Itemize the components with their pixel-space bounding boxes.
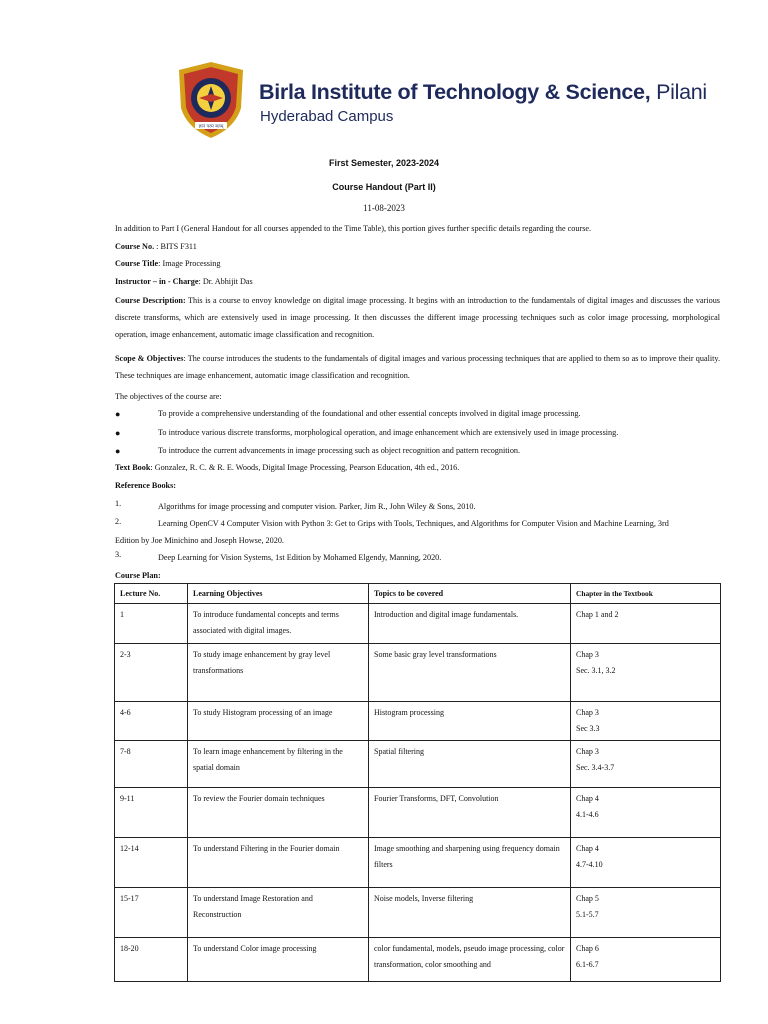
textbook: Text Book: Gonzalez, R. C. & R. E. Woods, Digital Image Processing, Pearson Education, 4th ed., 2016. [115, 463, 460, 472]
topic-cell: Fourier Transforms, DFT, Convolution [369, 788, 571, 838]
topic-cell: color fundamental, models, pseudo image processing, color transformation, color smoothing and [369, 938, 571, 982]
lecture-cell: 12-14 [115, 838, 188, 888]
topic-cell: Image smoothing and sharpening using frequency domain filters [369, 838, 571, 888]
campus-name: Hyderabad Campus [260, 108, 394, 125]
table-row [115, 644, 721, 702]
table-row [115, 741, 721, 788]
table-row [115, 888, 721, 938]
objective-cell: To understand Image Restoration and Reconstruction [188, 888, 369, 938]
handout-date: 11-08-2023 [363, 203, 405, 213]
objective-cell: To study image enhancement by gray level transformations [188, 644, 369, 702]
lecture-cell: 15-17 [115, 888, 188, 938]
table-row [115, 604, 721, 644]
objectives-intro: The objectives of the course are: [115, 392, 222, 401]
topic-cell: Introduction and digital image fundamentals. [369, 604, 571, 644]
col-header-objectives: Learning Objectives [188, 584, 369, 604]
intro-text: In addition to Part I (General Handout for all courses appended to the Time Table), this portion gives further specific details regarding the course. [115, 224, 592, 233]
chapter-cell: Chap 6 6.1-6.7 [571, 938, 721, 982]
lecture-cell: 4-6 [115, 702, 188, 741]
col-header-lecture: Lecture No. [115, 584, 188, 604]
course-plan-table [114, 583, 721, 982]
chapter-cell: Chap 5 5.1-5.7 [571, 888, 721, 938]
topic-cell: Histogram processing [369, 702, 571, 741]
course-no: Course No. : BITS F311 [115, 242, 197, 251]
semester-title: First Semester, 2023-2024 [328, 158, 440, 168]
topic-cell: Noise models, Inverse filtering [369, 888, 571, 938]
scope-objectives: Scope & Objectives: The course introduces the students to the fundamentals of digital images and various processing techniques that are applied to them so as to improve their quality. These techniques are image enhancement, automatic image classification and recognition. [115, 354, 721, 380]
objective-cell: To introduce fundamental concepts and terms associated with digital images. [188, 604, 369, 644]
handout-title: Course Handout (Part II) [332, 182, 436, 192]
chapter-cell: Chap 1 and 2 [571, 604, 721, 644]
lecture-cell: 2-3 [115, 644, 188, 702]
chapter-cell: Chap 4 4.1-4.6 [571, 788, 721, 838]
objective-cell: To review the Fourier domain techniques [188, 788, 369, 838]
lecture-cell: 9-11 [115, 788, 188, 838]
topic-cell: Spatial filtering [369, 741, 571, 788]
chapter-cell: Chap 3 Sec. 3.1, 3.2 [571, 644, 721, 702]
objective-cell: To study Histogram processing of an image [188, 702, 369, 741]
table-row [115, 838, 721, 888]
letterhead [175, 60, 707, 145]
reference-item-continued: Edition by Joe Minichino and Joseph Howse, 2020. [115, 536, 284, 545]
objective-cell: To learn image enhancement by filtering in the spatial domain [188, 741, 369, 788]
table-row [115, 702, 721, 741]
course-description: Course Description: This is a course to envoy knowledge on digital image processing. It begins with an introduction to the fundamentals of digital images and discusses the various discrete transforms, which are extensively used in image processing. It then discusses the different image processing techniques such as color image processing, morphological operation, image enhancement, automatic image classification and recognition. [115, 296, 720, 339]
instructor: Instructor – in - Charge: Dr. Abhijit Das [115, 277, 253, 286]
topic-cell: Some basic gray level transformations [369, 644, 571, 702]
col-header-chapter: Chapter in the Textbook [571, 584, 721, 604]
chapter-cell: Chap 3 Sec 3.3 [571, 702, 721, 741]
lecture-cell: 7-8 [115, 741, 188, 788]
svg-text:ज्ञानं परमं बलम्: ज्ञानं परमं बलम् [198, 124, 224, 130]
table-header-row [115, 584, 721, 604]
institute-name: Birla Institute of Technology & Science, Pilani [259, 80, 707, 104]
reference-books-label: Reference Books: [115, 481, 177, 490]
bits-logo-icon [175, 60, 247, 140]
objective-cell: To understand Color image processing [188, 938, 369, 982]
chapter-cell: Chap 3 Sec. 3.4-3.7 [571, 741, 721, 788]
lecture-cell: 18-20 [115, 938, 188, 982]
col-header-topics: Topics to be covered [369, 584, 571, 604]
chapter-cell: Chap 4 4.7-4.10 [571, 838, 721, 888]
course-title: Course Title: Image Processing [115, 259, 221, 268]
lecture-cell: 1 [115, 604, 188, 644]
objective-cell: To understand Filtering in the Fourier domain [188, 838, 369, 888]
table-row [115, 788, 721, 838]
table-row [115, 938, 721, 982]
course-plan-label: Course Plan: [115, 571, 161, 580]
